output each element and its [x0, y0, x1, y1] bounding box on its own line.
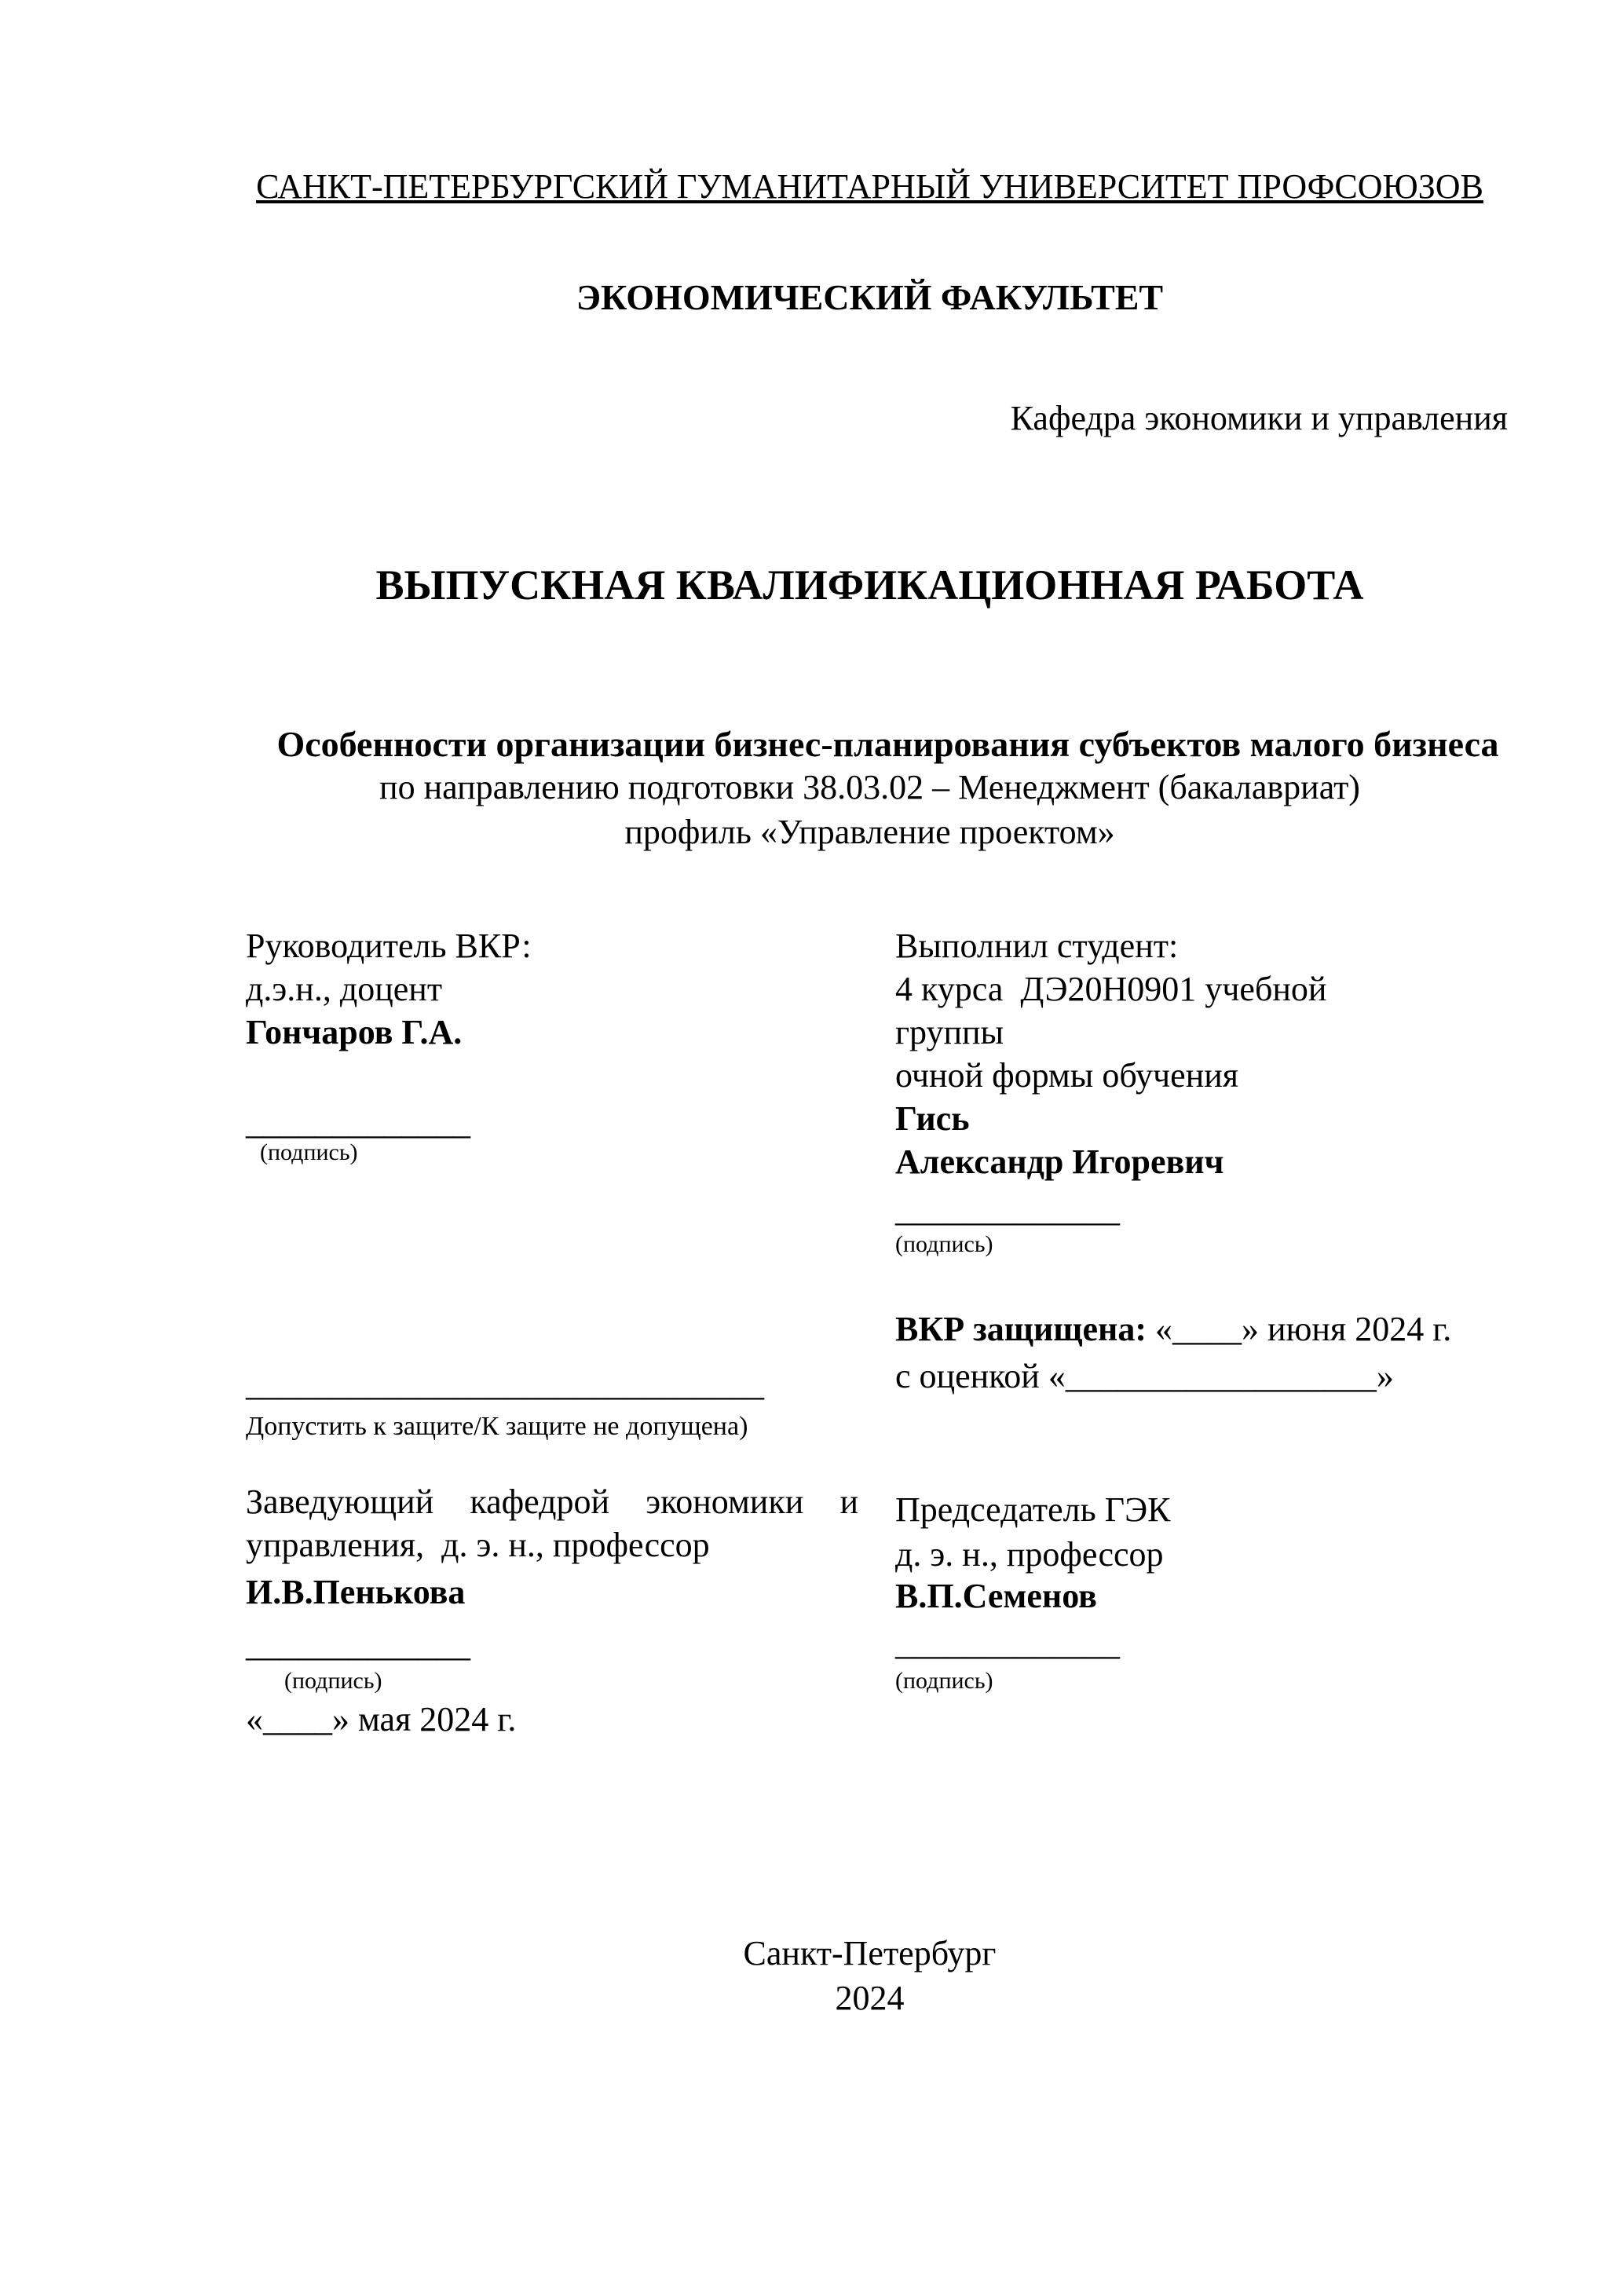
supervisor-signature-line: _____________: [246, 1103, 470, 1142]
gek-chair-role: Председатель ГЭК: [895, 1490, 1171, 1529]
admission-caption: Допустить к защите/К защите не допущена): [246, 1412, 748, 1441]
admission-signature-line: ______________________________: [246, 1365, 764, 1403]
department-name: Кафедра экономики и управления: [1010, 399, 1508, 437]
gek-signature-line: _____________: [895, 1624, 1120, 1662]
defense-date-rest: «____» июня 2024 г.: [1147, 1310, 1452, 1348]
supervisor-name: Гончаров Г.А.: [246, 1013, 463, 1051]
defense-grade-line: с оценкой «__________________»: [895, 1357, 1394, 1395]
gek-chair-degree: д. э. н., профессор: [895, 1535, 1164, 1574]
student-group-line1: 4 курса ДЭ20Н0901 учебной: [895, 970, 1327, 1008]
department-head-title-line1: Заведующий кафедрой экономики и: [246, 1483, 858, 1521]
student-surname: Гись: [895, 1099, 970, 1138]
university-name: САНКТ-ПЕТЕРБУРГСКИЙ ГУМАНИТАРНЫЙ УНИВЕРСИТЕТ ПРОФСОЮЗОВ: [256, 167, 1483, 206]
gek-signature-caption: (подпись): [895, 1668, 993, 1694]
defense-defended-label: ВКР защищена:: [895, 1310, 1147, 1348]
student-role-label: Выполнил студент:: [895, 927, 1179, 965]
student-group-line2: группы: [895, 1013, 1004, 1051]
specialty-line: по направлению подготовки 38.03.02 – Менеджмент (бакалавриат): [379, 768, 1360, 806]
city-name: Санкт-Петербург: [743, 1934, 997, 1972]
faculty-name: ЭКОНОМИЧЕСКИЙ ФАКУЛЬТЕТ: [576, 277, 1164, 317]
year-label: 2024: [835, 1979, 905, 2017]
defense-date-line: [895, 1307, 1509, 1351]
admission-date-line: «____» мая 2024 г.: [246, 1700, 517, 1738]
profile-line: профиль «Управление проектом»: [624, 813, 1115, 851]
student-signature-line: _____________: [895, 1190, 1120, 1229]
supervisor-degree: д.э.н., доцент: [246, 970, 443, 1008]
work-type-heading: ВЫПУСКНАЯ КВАЛИФИКАЦИОННАЯ РАБОТА: [375, 561, 1364, 609]
supervisor-signature-caption: (подпись): [260, 1139, 358, 1165]
supervisor-role-label: Руководитель ВКР:: [246, 927, 532, 965]
gek-chair-name: В.П.Семенов: [895, 1577, 1097, 1615]
student-signature-caption: (подпись): [895, 1231, 993, 1257]
student-name-patronymic: Александр Игоревич: [895, 1143, 1224, 1181]
department-head-title-line2: управления, д. э. н., профессор: [246, 1526, 710, 1564]
department-head-signature-caption: (подпись): [284, 1668, 382, 1694]
department-head-signature-line: _____________: [246, 1625, 470, 1664]
student-study-form: очной формы обучения: [895, 1056, 1239, 1095]
thesis-title-text: Особенности организации бизнес-планирования субъектов малого бизнеса: [276, 724, 1499, 764]
department-head-name: И.В.Пенькова: [246, 1573, 466, 1611]
